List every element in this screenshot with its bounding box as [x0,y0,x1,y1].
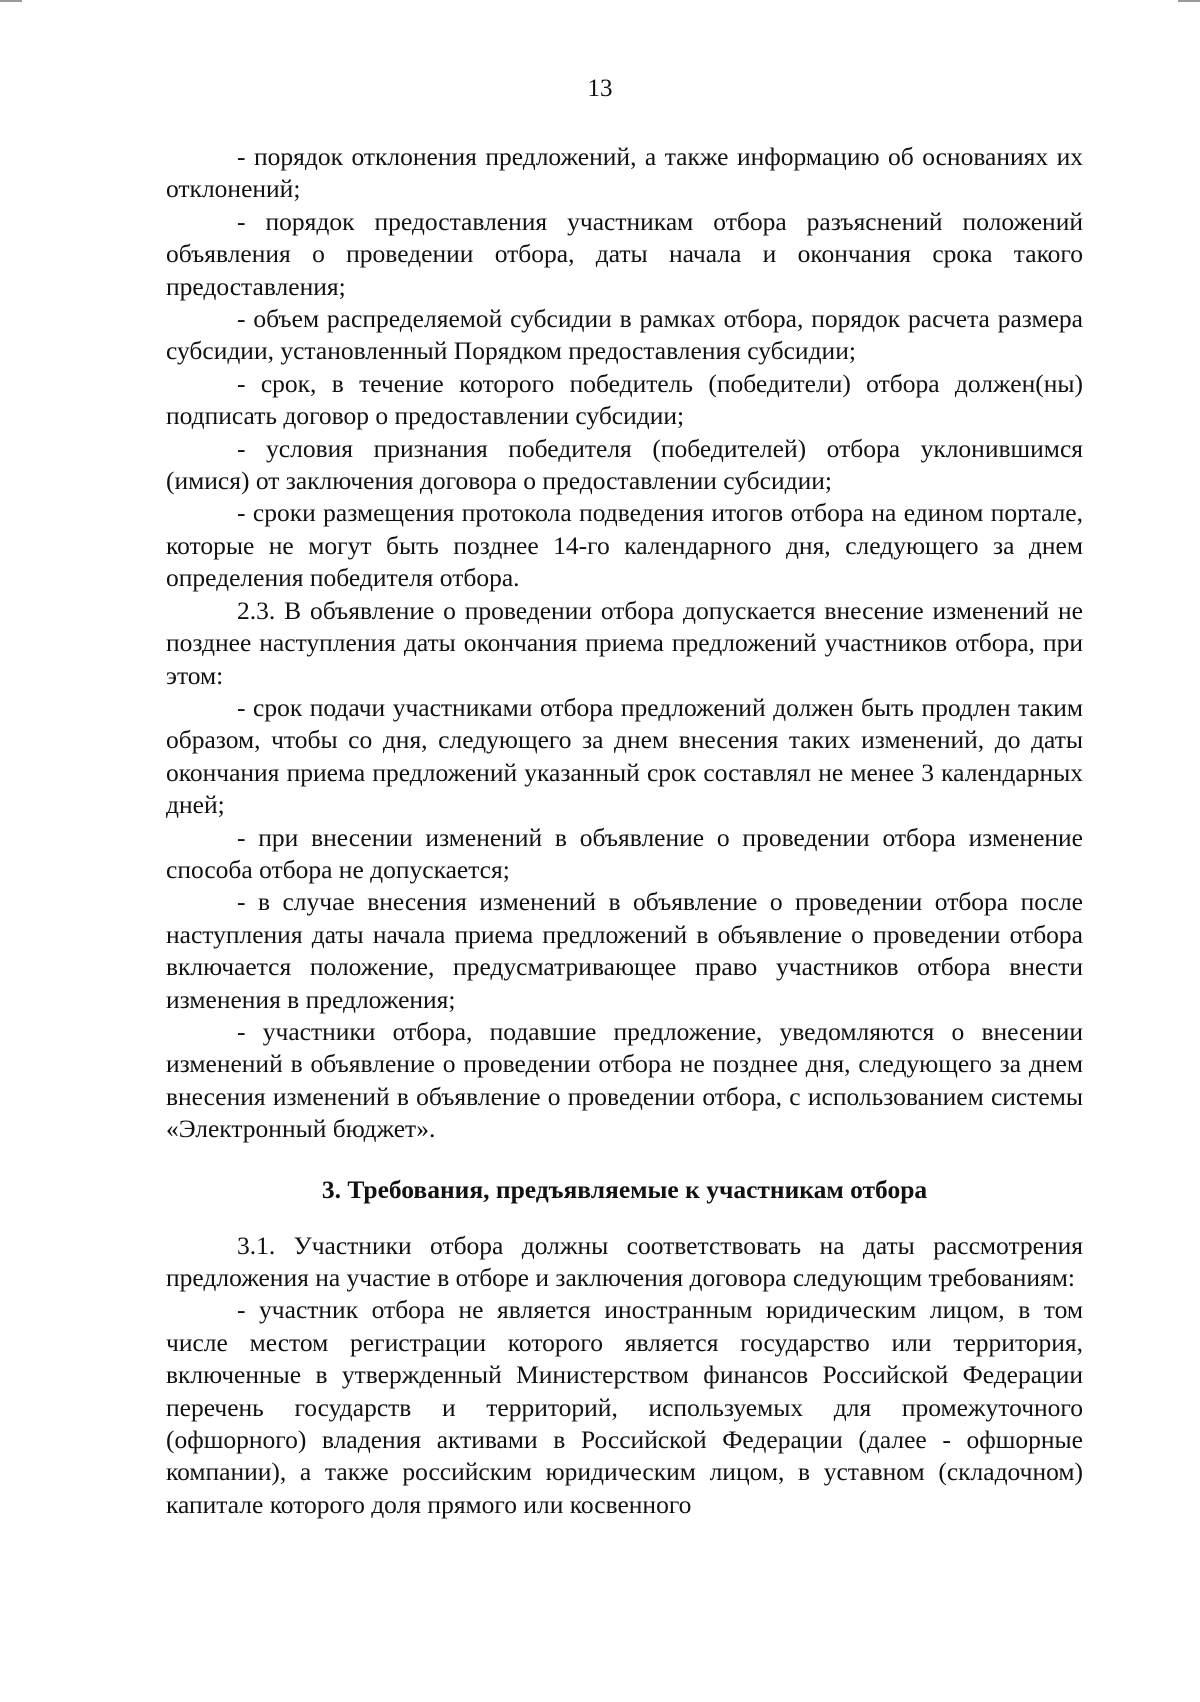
paragraph: 2.3. В объявление о проведении отбора допускается внесение изменений не позднее наступления даты окончания приема предложений участников отбора, при этом: [166,595,1083,690]
paragraph: - порядок отклонения предложений, а также информацию об основаниях их отклонений; [166,142,1083,204]
paragraph: - срок подачи участниками отбора предложений должен быть продлен таким образом, чтобы со дня, следующего за днем внесения таких изменений, до даты окончания приема предложений указанный срок составлял не менее 3 календарных дней; [166,692,1083,820]
section-heading: 3. Требования, предъявляемые к участникам отбора [321,1174,928,1204]
page-number: 13 [587,75,613,102]
paragraph: - в случае внесения изменений в объявление о проведении отбора после наступления даты начала приема предложений в объявление о проведении отбора включается положение, предусматривающее право участников отбора внести изменения в предложения; [166,887,1083,1014]
paragraph: - сроки размещения протокола подведения итогов отбора на едином портале, которые не могут быть позднее 14-го календарного дня, следующего за днем определения победителя отбора. [166,498,1083,593]
paragraph: 3.1. Участники отбора должны соответствовать на даты рассмотрения предложения на участие в отборе и заключения договора следующим требованиям: [166,1230,1083,1292]
paragraph: - участник отбора не является иностранным юридическим лицом, в том числе местом регистрации которого является государство или территория, включенные в утвержденный Министерством финансов Российской Федерации перечень государств и территорий, используемых для промежуточного (офшорного) владения активами в Российской Федерации (далее - офшорные компании), а также российским юридическим лицом, в уставном (складочном) капитале которого доля прямого или косвенного [166,1295,1083,1519]
paragraph: - порядок предоставления участникам отбора разъяснений положений объявления о проведении отбора, даты начала и окончания срока такого предоставления; [166,206,1083,301]
paragraph: - участники отбора, подавшие предложение, уведомляются о внесении изменений в объявление о проведении отбора не позднее дня, следующего за днем внесения изменений в объявление о проведении отбора, с использованием системы «Электронный бюджет». [166,1016,1083,1144]
paragraph: - объем распределяемой субсидии в рамках отбора, порядок расчета размера субсидии, установленный Порядком предоставления субсидии; [166,304,1083,366]
paragraph: - при внесении изменений в объявление о проведении отбора изменение способа отбора не допускается; [166,822,1083,884]
scan-edge-mark-right [1178,0,1200,2]
scan-edge-mark-left [0,0,22,2]
document-body [166,141,1083,1521]
paragraph: - условия признания победителя (победителей) отбора уклонившимся (имися) от заключения договора о предоставлении субсидии; [166,433,1083,496]
paragraph: - срок, в течение которого победитель (победители) отбора должен(ны) подписать договор о предоставлении субсидии; [166,368,1083,431]
